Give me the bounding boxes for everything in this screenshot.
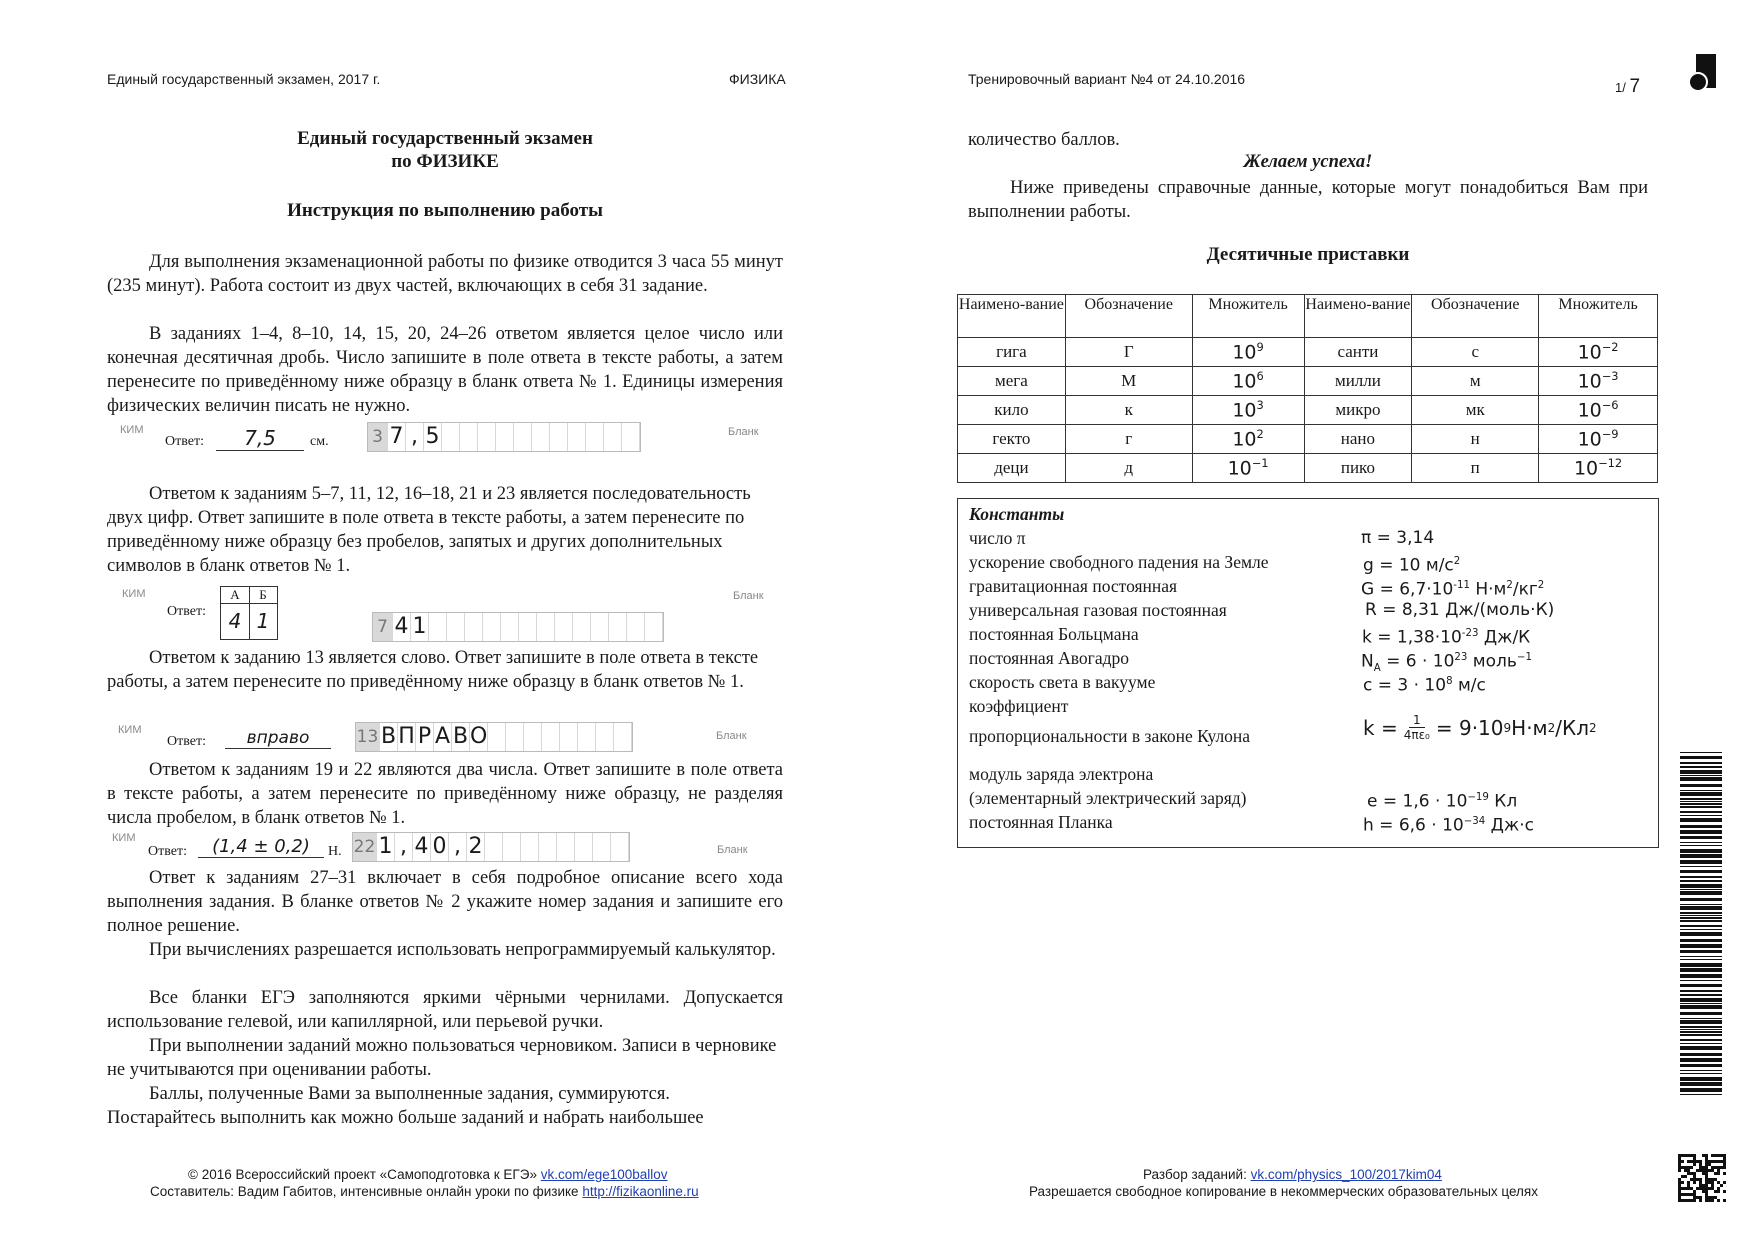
column-header: Обозначение (1412, 295, 1539, 338)
constant-name: число π (969, 528, 1026, 548)
header-subject: ФИЗИКА (729, 71, 786, 87)
paragraph-10: Баллы, полученные Вами за выполненные задания, суммируются. Постарайтесь выполнить как можно больше заданий и набрать наибольшее (107, 1084, 704, 1128)
paragraph-6: Ответ к заданиям 27–31 включает в себя подробное описание всего хода выполнения задания. В бланке ответов № 2 укажите номер задания и запишите его полное решение. (107, 868, 783, 936)
kim-label: КИМ (122, 588, 146, 600)
answer-value: вправо (225, 728, 331, 749)
constant-name: пропорциональности в законе Кулона (969, 726, 1251, 746)
paragraph-7: При вычислениях разрешается использовать непрограммируемый калькулятор. (149, 940, 776, 960)
constant-name: гравитационная постоянная (969, 576, 1178, 596)
constant-name: коэффициент (969, 696, 1069, 716)
column-header: Обозначение (1065, 295, 1192, 338)
footer-copy-note: Разрешается свободное копирование в некоммерческих образовательных целях (1029, 1184, 1538, 1199)
constant-name: постоянная Авогадро (969, 648, 1130, 668)
corner-marker-icon (1688, 54, 1718, 90)
blank-label: Бланк (728, 426, 759, 438)
answer-grid: А Б 4 1 (220, 586, 278, 640)
constant-name: модуль заряда электрона (969, 764, 1154, 784)
footer-link-analysis[interactable]: vk.com/physics_100/2017kim04 (1250, 1167, 1442, 1182)
wish-text: Желаем успеха! (1243, 152, 1373, 172)
paragraph-4: Ответом к заданию 13 является слово. Ответ запишите в поле ответа в тексте работы, а затем перенесите по приведённому ниже образцу в бланк ответов № 1. (107, 648, 759, 692)
blank-cells: 22 1 , 4 0 , 2 (352, 832, 630, 862)
footer-link-vk[interactable]: vk.com/ege100ballov (540, 1167, 668, 1182)
column-header: Наимено-вание (1304, 295, 1412, 338)
constant-value: $k = 1,38\cdot 10^{-23}$ Дж/К (1362, 627, 1531, 648)
kim-label: КИМ (120, 424, 144, 436)
table-row: гекто г $10^2$ нано н $10^{-9}$ (958, 425, 1658, 454)
answer-value: (1,4 ± 0,2) (198, 836, 324, 858)
constant-name: ускорение свободного падения на Земле (969, 552, 1269, 572)
paragraph-3: Ответом к заданиям 5–7, 11, 12, 16–18, 21 и 23 является последовательность двух цифр. Ответ запишите в поле ответа в тексте работы, а затем перенесите по приведённому ниже образцу без пробелов, запятых и других дополнительных символов в бланк ответов № 1. (107, 484, 751, 576)
kim-label: КИМ (112, 832, 136, 844)
table-header-row (958, 295, 1658, 338)
prefix-table (957, 294, 1658, 483)
footer-credit: © 2016 Всероссийский проект «Самоподготовка к ЕГЭ» vk.com/ege100ballov (188, 1167, 668, 1182)
prefix-table-title: Десятичные приставки (1206, 244, 1410, 265)
answer-label: Ответ: (165, 434, 204, 449)
constant-name: скорость света в вакууме (969, 672, 1156, 692)
paragraph-8: Все бланки ЕГЭ заполняются яркими чёрными чернилами. Допускается использование гелевой, или капиллярной, или перьевой ручки. (107, 988, 783, 1032)
answer-label: Ответ: (148, 844, 187, 859)
table-row: мега М $10^6$ милли м $10^{-3}$ (958, 367, 1658, 396)
blank-label: Бланк (717, 844, 748, 856)
constant-value: $e = 1,6 \cdot 10^{-19}$ Кл (1367, 791, 1518, 812)
page-number: 1/ 7 (1615, 76, 1641, 97)
footer-author: Составитель: Вадим Габитов, интенсивные онлайн уроки по физике http://fizikaonline.ru (150, 1184, 699, 1199)
blank-cells: 3 7 , 5 (367, 422, 641, 452)
constant-name: постоянная Больцмана (969, 624, 1139, 644)
continued-text: количество баллов. (968, 130, 1120, 150)
table-row: деци д $10^{-1}$ пико п $10^{-12}$ (958, 454, 1658, 483)
constant-value: $G = 6,7\cdot 10^{-11}$ $Н\cdot м^2/кг^2$ (1361, 579, 1545, 600)
constants-title: Константы (969, 504, 1065, 524)
footer-link-site[interactable]: http://fizikaonline.ru (582, 1184, 699, 1199)
header-variant: Тренировочный вариант №4 от 24.10.2016 (968, 71, 1246, 87)
blank-label: Бланк (716, 730, 747, 742)
answer-unit: Н. (328, 844, 342, 859)
column-header: Наимено-вание (958, 295, 1066, 338)
blank-cells: 7 4 1 (372, 612, 664, 642)
reference-text: Ниже приведены справочные данные, которые могут понадобиться Вам при выполнении работы. (968, 178, 1648, 222)
constant-value: π = 3,14 (1361, 528, 1435, 548)
constant-name: универсальная газовая постоянная (969, 600, 1227, 620)
answer-value: 7,5 (216, 426, 304, 451)
barcode-icon (1680, 752, 1722, 1100)
answer-label: Ответ: (167, 734, 206, 749)
constant-name: (элементарный электрический заряд) (969, 788, 1247, 808)
column-header: Множитель (1539, 295, 1658, 338)
blank-cells: 13 В П Р А В О (355, 722, 633, 752)
constant-name: постоянная Планка (969, 812, 1113, 832)
answer-unit: см. (310, 434, 329, 449)
table-row: кило к $10^3$ микро мк $10^{-6}$ (958, 396, 1658, 425)
kim-label: КИМ (118, 724, 142, 736)
blank-label: Бланк (733, 590, 764, 602)
instruction-title: Инструкция по выполнению работы (287, 200, 603, 221)
page-subtitle: по ФИЗИКЕ (391, 151, 499, 172)
footer-analysis: Разбор заданий: vk.com/physics_100/2017kim04 (1143, 1167, 1442, 1182)
paragraph-5: Ответом к заданиям 19 и 22 являются два числа. Ответ запишите в поле ответа в тексте работы, а затем перенесите по приведённому ниже образцу, не разделяя числа пробелом, в бланк ответов № 1. (107, 760, 783, 828)
constant-value: R = 8,31 Дж/(моль·К) (1365, 600, 1555, 620)
answer-label: Ответ: (167, 604, 206, 619)
constant-value: k = $\frac{1}{\text{4πε₀}}$ = 9·10 9 Н·м 2 /Кл 2 (1363, 713, 1597, 742)
qr-code-icon (1678, 1154, 1726, 1202)
constant-value: $h = 6,6 \cdot 10^{-34}$ Дж·с (1363, 815, 1534, 836)
column-header: Множитель (1192, 295, 1304, 338)
constant-value: $N_A = 6 \cdot 10^{23}$ моль$^{-1}$ (1361, 651, 1532, 675)
paragraph-9: При выполнении заданий можно пользоваться черновиком. Записи в черновике не учитываются при оценивании работы. (107, 1036, 777, 1080)
header-exam: Единый государственный экзамен, 2017 г. (107, 71, 381, 87)
paragraph-1: Для выполнения экзаменационной работы по физике отводится 3 часа 55 минут (235 минут). Работа состоит из двух частей, включающих в себя 31 задание. (107, 252, 783, 296)
page-title: Единый государственный экзамен (297, 128, 593, 149)
paragraph-2: В заданиях 1–4, 8–10, 14, 15, 20, 24–26 ответом является целое число или конечная десятичная дробь. Число запишите в поле ответа в тексте работы, а затем перенесите по приведённому ниже образцу в бланк ответа № 1. Единицы измерения физических величин писать не нужно. (107, 324, 783, 416)
table-row: гига Г $10^9$ санти с $10^{-2}$ (958, 338, 1658, 367)
constant-value: $c = 3 \cdot 10^8$ м/с (1363, 675, 1486, 696)
constant-value: g = 10 $м/с^2$ (1363, 555, 1461, 576)
constants-box (957, 498, 1659, 848)
